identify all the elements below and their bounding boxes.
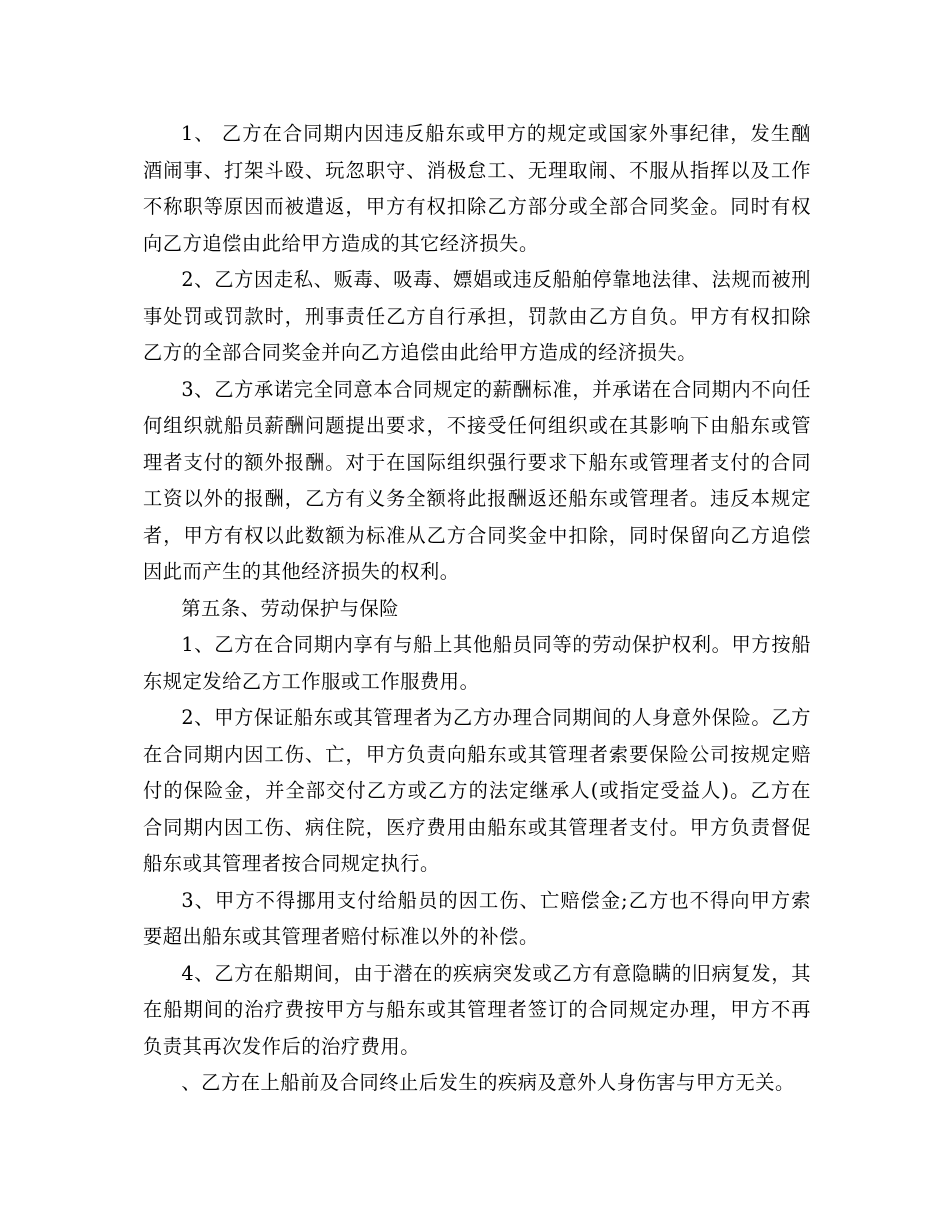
paragraph-clause-2: 2、乙方因走私、贩毒、吸毒、嫖娼或违反船舶停靠地法律、法规而被刑事处罚或罚款时，刑事责任乙方自行承担，罚款由乙方自负。甲方有权扣除乙方的全部合同奖金并向乙方追偿由此给甲方造成的经济损失。 bbox=[143, 268, 811, 364]
paragraph-article-5-clause-2: 2、甲方保证船东或其管理者为乙方办理合同期间的人身意外保险。乙方在合同期内因工伤、亡，甲方负责向船东或其管理者索要保险公司按规定赔付的保险金，并全部交付乙方或乙方的法定继承人(或指定受益人)。乙方在合同期内因工伤、病住院，医疗费用由船东或其管理者支付。甲方负责督促船东或其管理者按合同规定执行。 bbox=[143, 706, 811, 875]
document-body bbox=[143, 116, 811, 1102]
paragraph-article-5-clause-4: 4、乙方在船期间，由于潜在的疾病突发或乙方有意隐瞒的旧病复发，其在船期间的治疗费按甲方与船东或其管理者签订的合同规定办理，甲方不再负责其再次发作后的治疗费用。 bbox=[143, 961, 811, 1058]
paragraph-article-5-clause-5: 、乙方在上船前及合同终止后发生的疾病及意外人身伤害与甲方无关。 bbox=[181, 1071, 795, 1094]
paragraph-article-5-clause-1: 1、乙方在合同期内享有与船上其他船员同等的劳动保护权利。甲方按船东规定发给乙方工作服或工作服费用。 bbox=[143, 633, 811, 693]
paragraph-clause-3: 3、乙方承诺完全同意本合同规定的薪酬标准，并承诺在合同期内不向任何组织就船员薪酬问题提出要求，不接受任何组织或在其影响下由船东或管理者支付的额外报酬。对于在国际组织强行要求下船东或管理者支付的合同工资以外的报酬，乙方有义务全额将此报酬返还船东或管理者。违反本规定者，甲方有权以此数额为标准从乙方合同奖金中扣除，同时保留向乙方追偿因此而产生的其他经济损失的权利。 bbox=[143, 377, 811, 583]
paragraph-clause-1: 1、 乙方在合同期内因违反船东或甲方的规定或国家外事纪律，发生酗酒闹事、打架斗殴、玩忽职守、消极怠工、无理取闹、不服从指挥以及工作不称职等原因而被遣返，甲方有权扣除乙方部分或全部合同奖金。同时有权向乙方追偿由此给甲方造成的其它经济损失。 bbox=[143, 122, 811, 255]
paragraph-article-5-clause-3: 3、甲方不得挪用支付给船员的因工伤、亡赔偿金;乙方也不得向甲方索要超出船东或其管理者赔付标准以外的补偿。 bbox=[143, 888, 811, 948]
section-heading-article-5: 第五条、劳动保护与保险 bbox=[181, 596, 400, 620]
